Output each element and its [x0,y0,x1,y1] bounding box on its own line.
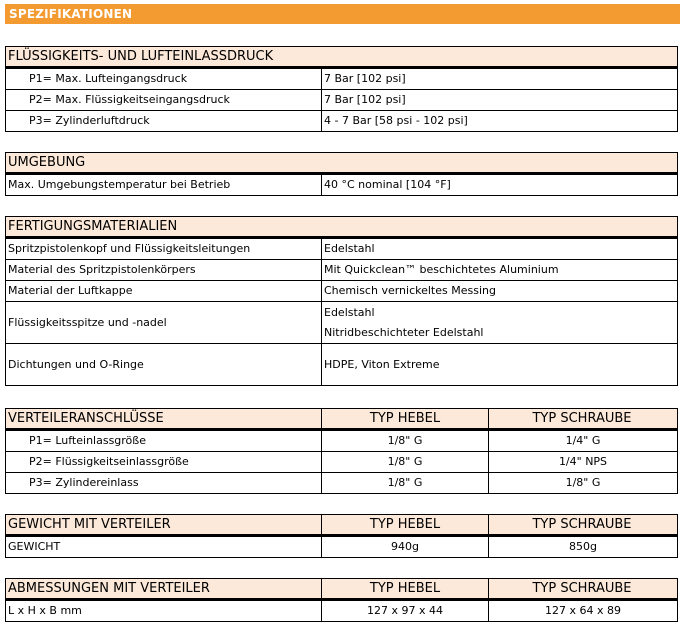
table-row [6,89,677,110]
table-row [6,301,677,343]
manifold-connections-section [5,408,678,494]
row-value-lever: 1/8" G [321,431,488,451]
dimensions-section [5,578,678,622]
row-value: Chemisch vernickeltes Messing [321,281,677,301]
section-header [5,216,678,237]
weight-section [5,514,678,558]
row-label: GEWICHT [8,540,61,553]
spec-table [5,175,678,196]
row-value: 7 Bar [102 psi] [321,90,677,110]
row-value-lever: 1/8" G [321,452,488,472]
table-row [6,472,677,493]
spec-table [5,69,678,132]
row-label: P3= Zylinderluftdruck [29,114,150,127]
table-row [6,451,677,472]
row-label: P2= Flüssigkeitseinlassgröße [29,455,189,468]
row-label: Dichtungen und O-Ringe [8,357,144,371]
table-row [6,280,677,301]
row-label: L x H x B mm [8,604,82,617]
spec-table [5,537,678,558]
row-value-screw: 1/4" NPS [488,452,677,472]
materials-section [5,216,678,386]
row-value-screw: 127 x 64 x 89 [488,601,677,621]
fluid-air-inlet-section [5,46,678,132]
section-heading: VERTEILERANSCHLÜSSE [8,411,164,426]
section-header [5,514,678,535]
section-header [5,578,678,599]
section-header [5,408,678,429]
row-value: 4 - 7 Bar [58 psi - 102 psi] [321,111,677,131]
row-value-lever: 940g [321,537,488,557]
section-header [5,46,678,67]
row-value: Edelstahl [321,239,677,259]
section-heading: ABMESSUNGEN MIT VERTEILER [8,581,210,596]
row-label: Material der Luftkappe [8,284,133,297]
section-heading: UMGEBUNG [8,155,86,170]
row-value: HDPE, Viton Extreme [321,344,677,385]
table-row [6,601,677,621]
row-label: P2= Max. Flüssigkeitseingangsdruck [29,93,230,106]
table-row [6,175,677,195]
row-value-screw: 1/4" G [488,431,677,451]
table-row [6,69,677,89]
environment-section [5,152,678,196]
row-label: Max. Umgebungstemperatur bei Betrieb [8,178,231,191]
table-row [6,431,677,451]
column-header-screw: TYP SCHRAUBE [488,515,675,534]
row-value-line: Nitridbeschichteter Edelstahl [324,325,484,339]
section-header [5,152,678,173]
table-row [6,259,677,280]
table-row [6,537,677,557]
row-label: P1= Max. Lufteingangsdruck [29,72,188,85]
column-header-lever: TYP HEBEL [321,579,488,598]
row-value-lever: 1/8" G [321,473,488,493]
row-label: Spritzpistolenkopf und Flüssigkeitsleitungen [8,242,251,255]
table-row [6,343,677,385]
row-value: Mit Quickclean™ beschichtetes Aluminium [321,260,677,280]
row-label: Flüssigkeitsspitze und -nadel [8,315,167,329]
spec-title-banner: SPEZIFIKATIONEN [5,4,680,24]
section-heading: FERTIGUNGSMATERIALIEN [8,219,178,234]
row-value-screw: 1/8" G [488,473,677,493]
spec-table [5,601,678,622]
row-value: 40 °C nominal [104 °F] [321,175,677,195]
row-value-line: Edelstahl [324,305,375,319]
spec-table [5,239,678,386]
row-value-lever: 127 x 97 x 44 [321,601,488,621]
section-heading: GEWICHT MIT VERTEILER [8,517,171,532]
spec-table [5,431,678,494]
row-value [321,302,677,343]
row-value-screw: 850g [488,537,677,557]
row-label: P3= Zylindereinlass [29,476,139,489]
column-header-lever: TYP HEBEL [321,409,488,428]
column-header-lever: TYP HEBEL [321,515,488,534]
column-header-screw: TYP SCHRAUBE [488,409,675,428]
row-value: 7 Bar [102 psi] [321,69,677,89]
row-label: P1= Lufteinlassgröße [29,434,146,447]
column-header-screw: TYP SCHRAUBE [488,579,675,598]
table-row [6,110,677,131]
row-label: Material des Spritzpistolenkörpers [8,263,196,276]
section-heading: FLÜSSIGKEITS- UND LUFTEINLASSDRUCK [8,49,274,64]
table-row [6,239,677,259]
